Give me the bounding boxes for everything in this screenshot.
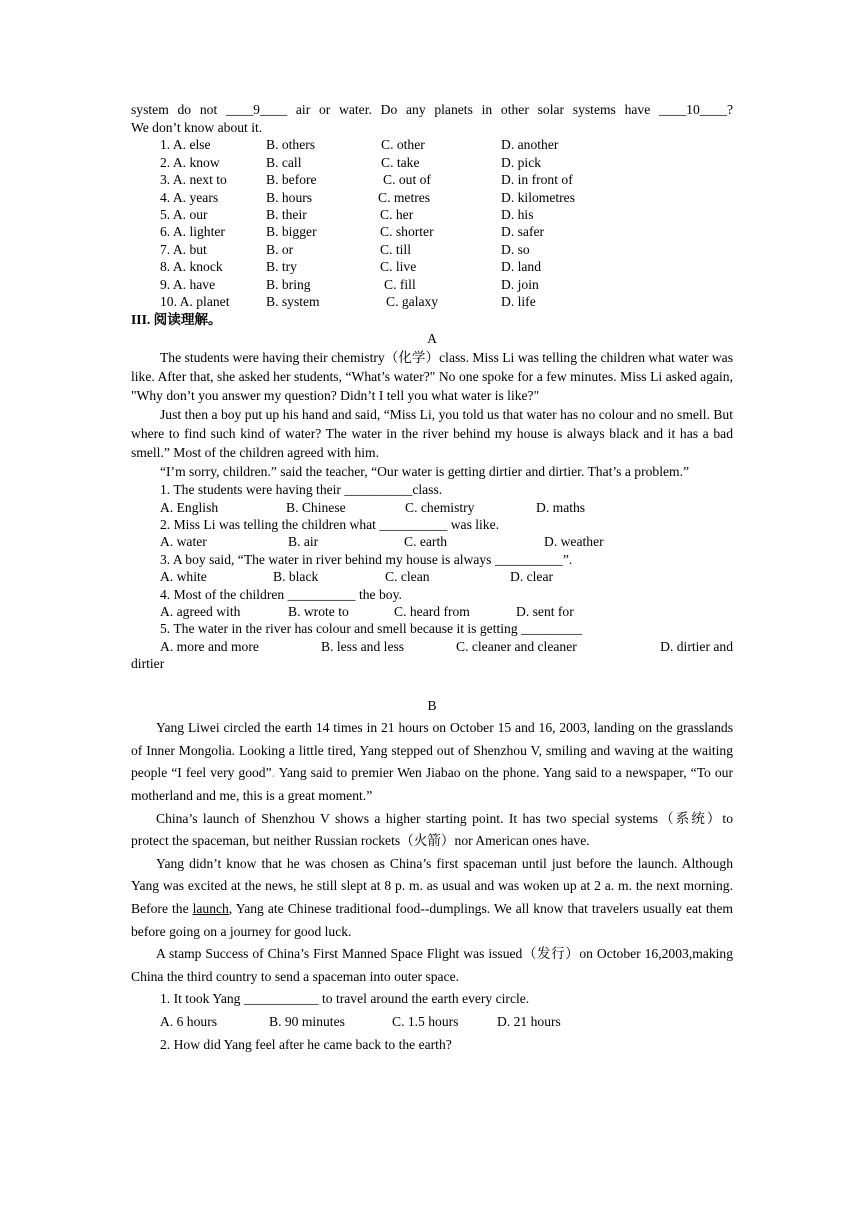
paragraph: “I’m sorry, children.” said the teacher, “Our water is getting dirtier and dirtier. That’s a problem.” xyxy=(160,464,690,480)
answer-row: A. water B. air C. earth D. weather xyxy=(160,534,604,550)
option-row: 10. A. planet B. system C. galaxy D. life xyxy=(160,293,536,309)
answer-row: A. white B. black C. clean D. clear xyxy=(160,569,554,585)
question: 2. How did Yang feel after he came back to the earth? xyxy=(160,1036,452,1052)
answer-continuation: dirtier xyxy=(131,656,165,672)
option-row: 6. A. lighter B. bigger C. shorter D. safer xyxy=(160,224,545,240)
answer-row: A. more and more B. less and less C. cleaner and cleaner D. dirtier and xyxy=(160,638,733,654)
option-row: 4. A. years B. hours C. metres D. kilometres xyxy=(160,189,575,205)
paragraph: A stamp Success of China’s First Manned Space Flight was issued（发行）on October 16,2003,making China the third country to send a spaceman into outer space. xyxy=(131,946,733,984)
question: 4. Most of the children __________ the boy. xyxy=(160,586,402,602)
answer-row: A. 6 hours B. 90 minutes C. 1.5 hours D. 21 hours xyxy=(160,1013,561,1029)
option-row: 9. A. have B. bring C. fill D. join xyxy=(160,276,539,292)
answer-row: A. English B. Chinese C. chemistry D. maths xyxy=(160,499,586,515)
option-row: 2. A. know B. call C. take D. pick xyxy=(160,154,542,170)
cloze-options xyxy=(131,136,733,310)
option-row: 3. A. next to B. before C. out of D. in front of xyxy=(160,172,573,188)
passage-label: A xyxy=(427,331,437,347)
paragraph: Just then a boy put up his hand and said, “Miss Li, you told us that water has no colour and no smell. But where to find such kind of water? The water in the river behind my house is always black and it has a bad smell.” Most of the children agreed with him. xyxy=(131,407,733,461)
paragraph: Yang didn’t know that he was chosen as China’s first spaceman until just before the launch. Although Yang was excited at the news, he still slept at 8 p. m. as usual and was woken up at 2 a. m. the next morning. Before the launch, Yang ate Chinese traditional food--dumplings. We all know that travelers usually eat them before going on a journey for good luck. xyxy=(131,855,733,939)
paragraph: China’s launch of Shenzhou V shows a higher starting point. It has two special systems（系统）to protect the spaceman, but neither Russian rockets（火箭）nor American ones have. xyxy=(131,810,733,849)
question: 1. The students were having their __________class. xyxy=(160,482,443,498)
question-block xyxy=(131,481,733,672)
option-row: 7. A. but B. or C. till D. so xyxy=(160,241,530,257)
question: 5. The water in the river has colour and smell because it is getting _________ xyxy=(160,621,583,637)
question: 3. A boy said, “The water in river behind my house is always __________”. xyxy=(160,551,573,567)
passage-intro-line: We don’t know about it. xyxy=(131,120,263,135)
paragraph: Yang Liwei circled the earth 14 times in 21 hours on October 15 and 16, 2003, landing on the grasslands of Inner Mongolia. Looking a little tired, Yang stepped out of Shenzhou V, smiling and waving at the waiting people “I feel very good”. Yang said to premier Wen Jiabao on the phone. Yang said to a newspaper, “To our motherland and me, this is a great moment.” xyxy=(131,720,733,803)
option-row: 8. A. knock B. try C. live D. land xyxy=(160,259,542,275)
document-page xyxy=(131,100,733,1056)
paragraph: The students were having their chemistry（化学）class. Miss Li was telling the children what water was like. After that, she asked her students, “What’s water?" No one spoke for a few minutes. Miss Li asked again, "Why don’t you answer my question? Didn’t I tell you what water is like?" xyxy=(131,350,733,404)
option-row: 1. A. else B. others C. other D. another xyxy=(160,137,559,153)
option-row: 5. A. our B. their C. her D. his xyxy=(160,206,534,222)
question: 2. Miss Li was telling the children what __________ was like. xyxy=(160,517,500,533)
passage-intro-line: system do not ____9____ air or water. Do any planets in other solar systems have ____10____? xyxy=(131,102,733,117)
answer-row: A. agreed with B. wrote to C. heard from D. sent for xyxy=(160,604,574,620)
question: 1. It took Yang ___________ to travel around the earth every circle. xyxy=(160,991,530,1007)
passage-label: B xyxy=(427,697,437,713)
section-title: III. 阅读理解。 xyxy=(131,312,222,328)
